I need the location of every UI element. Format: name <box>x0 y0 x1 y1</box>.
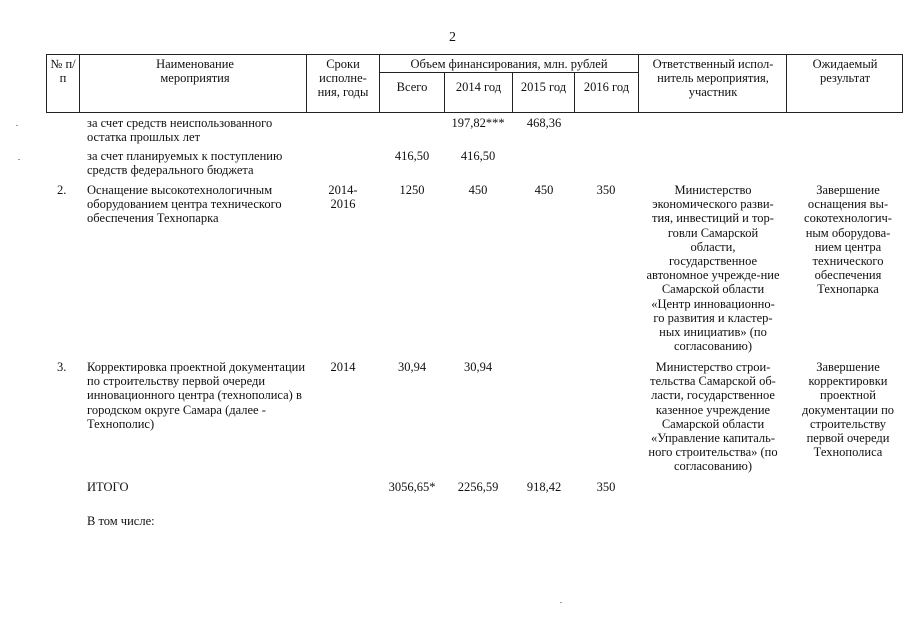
header-2014: 2014 год <box>455 80 502 94</box>
row-1-2015: 468,36 <box>526 116 562 130</box>
row-3-executor: Министерство экономического разви-тия, инвестиций и тор-говли Самарской области, государственное автономное учрежде-ние Самарской области «Центр инновационно-го развития и кластер-ных инициатив» (по согласованию) <box>646 183 780 354</box>
scan-speck <box>560 602 562 603</box>
row-4-2014: 30,94 <box>463 360 493 374</box>
row-2-2014: 416,50 <box>460 149 496 163</box>
header-2015: 2015 год <box>520 80 567 94</box>
header-name: Наименование мероприятия <box>156 57 234 85</box>
row-3-terms: 2014-2016 <box>328 183 358 212</box>
row-3-name: Оснащение высокотехнологичным оборудованием центра технического обеспечения Технопарка <box>87 183 282 226</box>
total-2015: 918,42 <box>526 480 562 494</box>
total-2014: 2256,59 <box>457 480 499 494</box>
row-2-name: за счет планируемых к поступлению средств федерального бюджета <box>87 149 283 178</box>
scan-speck <box>18 159 20 160</box>
row-3-2015: 450 <box>534 183 554 197</box>
including-label: В том числе: <box>87 514 155 528</box>
row-1-name: за счет средств неиспользованного остатка прошлых лет <box>87 116 273 145</box>
row-4-executor: Министерство строи-тельства Самарской об-ласти, государственное казенное учреждение Самарской области «Управление капиталь-ного строительства» (по согласованию) <box>648 360 778 474</box>
row-4-result: Завершение корректировки проектной документации по строительству первой очереди Технополиса <box>801 360 895 460</box>
row-3-total: 1250 <box>399 183 425 197</box>
row-3-2014: 450 <box>468 183 488 197</box>
header-executor: Ответственный испол-нитель мероприятия, участник <box>652 57 774 99</box>
header-total: Всего <box>396 80 428 94</box>
row-2-total: 416,50 <box>394 149 430 163</box>
row-4-total: 30,94 <box>397 360 427 374</box>
row-3-num: 2. <box>57 183 67 197</box>
scan-speck <box>16 125 18 126</box>
total-2016: 350 <box>596 480 616 494</box>
row-1-2014: 197,82*** <box>451 116 505 130</box>
row-3-2016: 350 <box>596 183 616 197</box>
header-terms: Сроки исполне-ния, годы <box>317 57 369 99</box>
header-num: № п/п <box>50 57 76 85</box>
row-4-name: Корректировка проектной документации по строительству первой очереди инновационного центра (технополиса) в городском округе Самара (далее - Технополис) <box>87 360 306 431</box>
total-total: 3056,65* <box>388 480 436 494</box>
row-4-num: 3. <box>57 360 67 374</box>
row-3-result: Завершение оснащения вы-сокотехнологич-ным оборудова-нием центра технического обеспечения Технопарка <box>804 183 892 297</box>
header-funding: Объем финансирования, млн. рублей <box>410 57 608 71</box>
row-4-terms: 2014 <box>330 360 356 374</box>
header-2016: 2016 год <box>583 80 630 94</box>
total-label: ИТОГО <box>87 480 129 494</box>
page-number: 2 <box>449 30 456 45</box>
header-result: Ожидаемый результат <box>812 57 878 85</box>
